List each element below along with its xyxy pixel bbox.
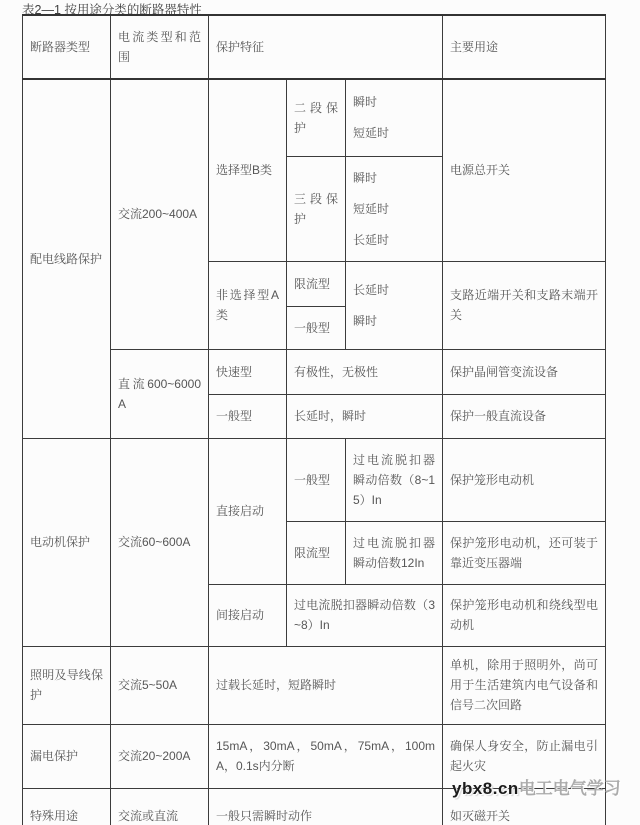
header-protection-features: 保护特征 — [209, 15, 443, 79]
cell-leakage-use: 确保人身安全，防止漏电引起火灾 — [443, 724, 606, 788]
cell-motor-limiting-type: 限流型 — [287, 521, 346, 584]
cell-leakage-label: 漏电保护 — [23, 724, 111, 788]
trip-item: 瞬时 — [353, 95, 378, 110]
header-current-type-range: 电流类型和范围 — [111, 15, 209, 79]
cell-thyristor-use: 保护晶闸管变流设备 — [443, 349, 606, 394]
cell-general-type-a: 一般型 — [287, 306, 346, 349]
cell-two-stage: 二段保护 — [287, 79, 346, 156]
cell-motor-limiting-detail: 过电流脱扣器瞬动倍数12In — [346, 521, 443, 584]
trip-item: 瞬时 — [353, 313, 378, 328]
cell-lighting-label: 照明及导线保护 — [23, 646, 111, 724]
cell-fast-type: 快速型 — [209, 349, 287, 394]
cell-special-label: 特殊用途 — [23, 788, 111, 825]
cell-special-ac-range: 交流或直流 — [111, 788, 209, 825]
cell-motor-general-type: 一般型 — [287, 438, 346, 521]
trip-item: 瞬时 — [353, 170, 378, 185]
cell-special-use: 如灭磁开关 — [443, 788, 606, 825]
cell-three-stage: 三段保护 — [287, 156, 346, 261]
cell-limiting-type: 限流型 — [287, 261, 346, 306]
cell-general-dc-use: 保护一般直流设备 — [443, 394, 606, 438]
cell-lighting-use: 单机，除用于照明外，尚可用于生活建筑内电气设备和信号二次回路 — [443, 646, 606, 724]
trip-item: 长延时 — [353, 282, 390, 297]
cell-two-stage-trips — [346, 79, 443, 156]
breaker-characteristics-table — [22, 14, 606, 825]
trip-item: 短延时 — [353, 201, 390, 216]
header-main-use: 主要用途 — [443, 15, 606, 79]
cell-distribution-ac-range: 交流200~400A — [111, 79, 209, 349]
cell-selective-b: 选择型B类 — [209, 79, 287, 261]
cell-indirect-use: 保护笼形电动机和绕线型电动机 — [443, 584, 606, 646]
cell-leakage-feature: 15mA，30mA，50mA，75mA，100mA，0.1s内分断 — [209, 724, 443, 788]
table-caption: 表2—1 按用途分类的断路器特性 — [22, 3, 202, 17]
cell-three-stage-trips — [346, 156, 443, 261]
trip-item: 短延时 — [353, 126, 390, 141]
cell-motor-general-use: 保护笼形电动机 — [443, 438, 606, 521]
cell-general-type-dc: 一般型 — [209, 394, 287, 438]
trip-item: 长延时 — [353, 232, 390, 247]
cell-direct-start: 直接启动 — [209, 438, 287, 584]
cell-distribution-label: 配电线路保护 — [23, 79, 111, 438]
cell-lighting-feature: 过载长延时，短路瞬时 — [209, 646, 443, 724]
cell-dc-delay-feature: 长延时，瞬时 — [287, 394, 443, 438]
watermark-site: ybx8.cn — [452, 779, 519, 798]
cell-polarity-feature: 有极性，无极性 — [287, 349, 443, 394]
cell-non-selective-a: 非选择型A类 — [209, 261, 287, 349]
cell-lighting-ac-range: 交流5~50A — [111, 646, 209, 724]
cell-indirect-start: 间接启动 — [209, 584, 287, 646]
cell-motor-general-detail: 过电流脱扣器瞬动倍数（8~15）In — [346, 438, 443, 521]
cell-a-trips — [346, 261, 443, 349]
cell-branch-use: 支路近端开关和支路末端开关 — [443, 261, 606, 349]
cell-dc-range: 直流600~6000A — [111, 349, 209, 438]
cell-special-feature: 一般只需瞬时动作 — [209, 788, 443, 825]
cell-leakage-ac-range: 交流20~200A — [111, 724, 209, 788]
cell-main-switch-use: 电源总开关 — [443, 79, 606, 261]
cell-motor-ac-range: 交流60~600A — [111, 438, 209, 646]
cell-indirect-detail: 过电流脱扣器瞬动倍数（3~8）In — [287, 584, 443, 646]
watermark-label: 电工电气学习 — [518, 779, 621, 798]
cell-motor-limiting-use: 保护笼形电动机，还可装于靠近变压器端 — [443, 521, 606, 584]
header-breaker-type: 断路器类型 — [23, 15, 111, 79]
cell-motor-label: 电动机保护 — [23, 438, 111, 646]
